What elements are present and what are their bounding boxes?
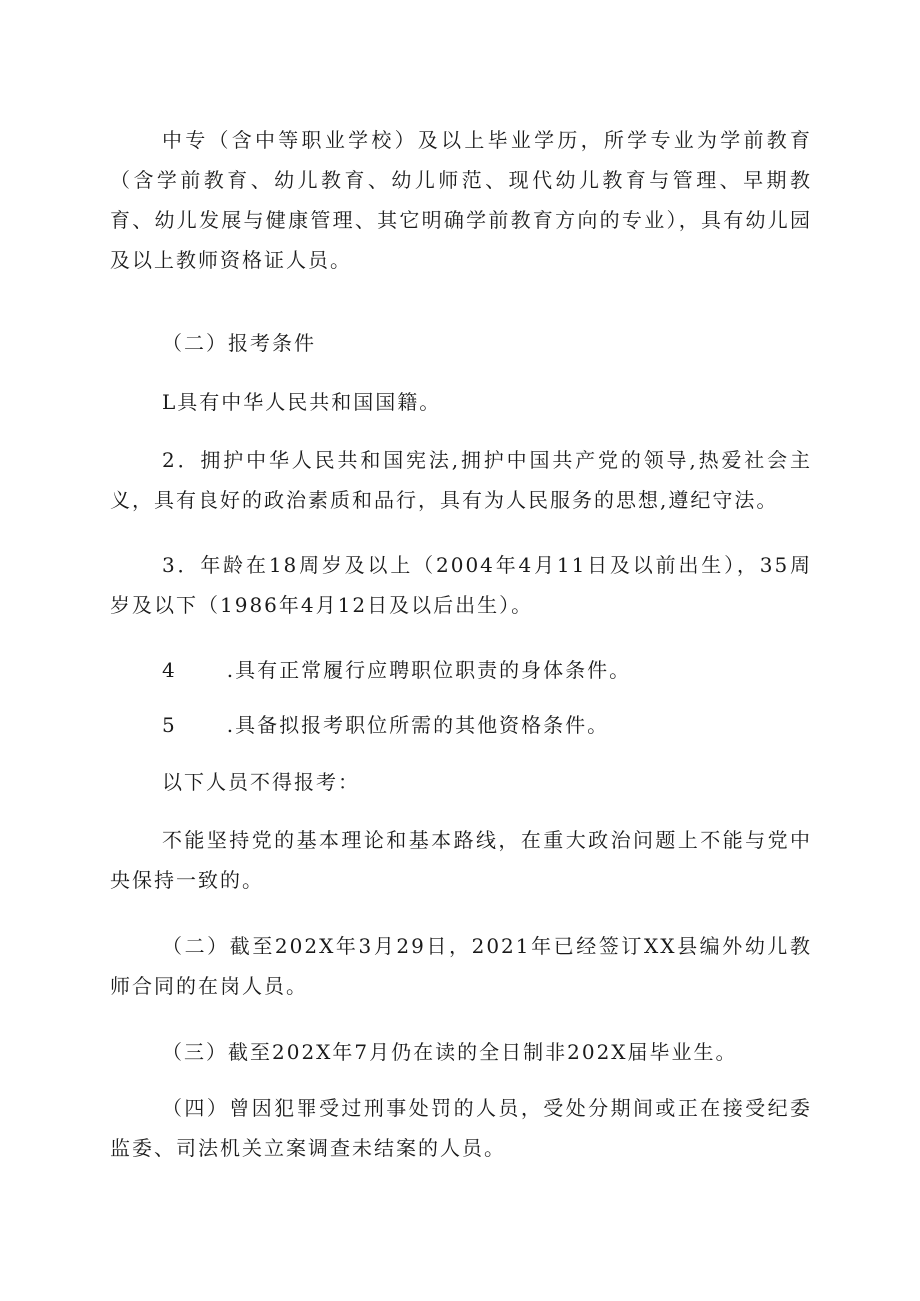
condition-item-4-text: .具有正常履行应聘职位职责的身体条件。 — [226, 658, 632, 682]
exclusion-item-3: （三）截至202X年7月仍在读的全日制非202X届毕业生。 — [162, 1040, 738, 1064]
exclusion-item-1: 不能坚持党的基本理论和基本路线，在重大政治问题上不能与党中央保持一致的。 — [110, 828, 812, 892]
condition-item-4-number: 4 — [162, 658, 177, 682]
condition-item-4 — [110, 650, 812, 690]
condition-item-5 — [110, 705, 812, 745]
condition-item-1: L具有中华人民共和国国籍。 — [162, 390, 442, 414]
exclusion-item-4: （四）曾因犯罪受过刑事处罚的人员，受处分期间或正在接受纪委监委、司法机关立案调查未结案的人员。 — [110, 1096, 812, 1160]
condition-item-5-number: 5 — [162, 713, 177, 737]
paragraph-education-requirement: 中专（含中等职业学校）及以上毕业学历，所学专业为学前教育（含学前教育、幼儿教育、幼儿师范、现代幼儿教育与管理、早期教育、幼儿发展与健康管理、其它明确学前教育方向的专业），具有幼儿园及以上教师资格证人员。 — [110, 128, 812, 272]
condition-item-3: 3．年龄在18周岁及以上（2004年4月11日及以前出生），35周岁及以下（1986年4月12日及以后出生）。 — [110, 553, 812, 617]
condition-item-5-text: .具备拟报考职位所需的其他资格条件。 — [226, 713, 610, 737]
exclusion-heading: 以下人员不得报考： — [162, 770, 360, 794]
section-heading-application-conditions: （二）报考条件 — [162, 331, 316, 355]
exclusion-item-2: （二）截至202X年3月29日，2021年已经签订XX县编外幼儿教师合同的在岗人员。 — [110, 934, 812, 998]
condition-item-2: 2．拥护中华人民共和国宪法,拥护中国共产党的领导,热爱社会主义，具有良好的政治素质和品行，具有为人民服务的思想,遵纪守法。 — [110, 448, 812, 512]
